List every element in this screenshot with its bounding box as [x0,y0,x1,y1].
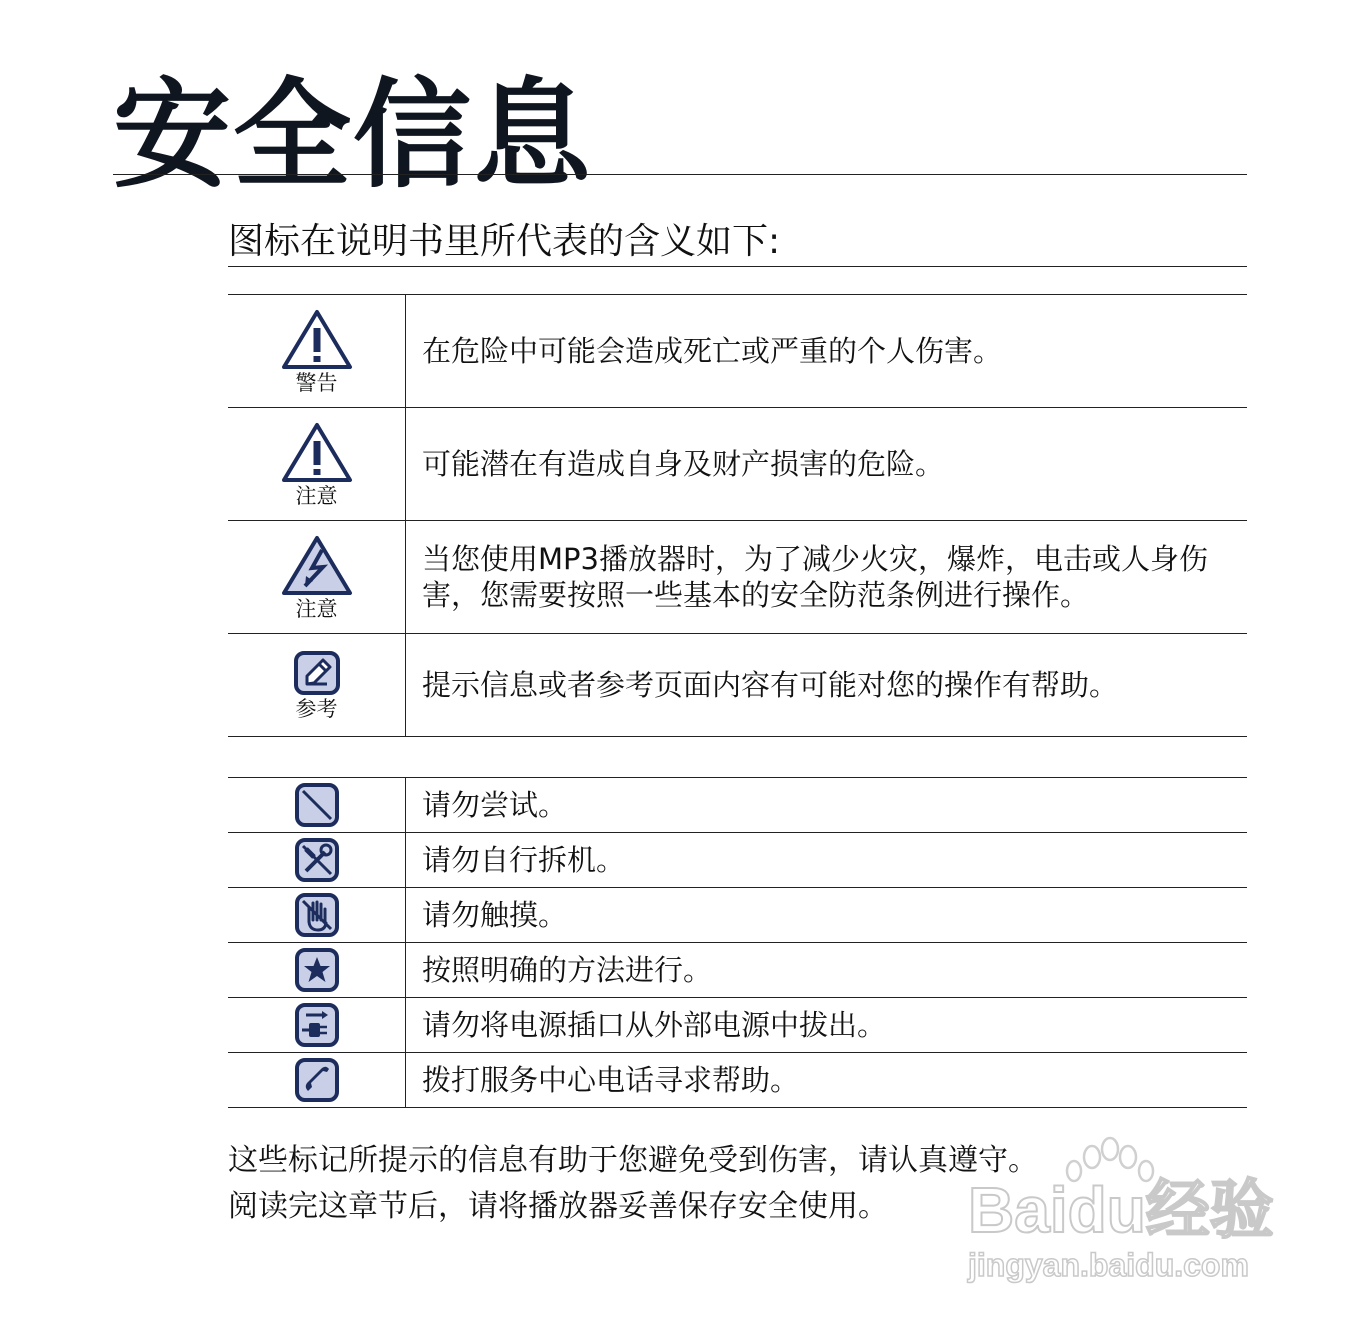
warning-triangle-icon [281,308,353,370]
description-text: 在危险中可能会造成死亡或严重的个人伤害。 [422,334,1003,368]
unplug-icon [294,1002,340,1048]
icon-cell [228,998,406,1052]
warning-legend-table [228,294,1247,737]
star-icon [294,947,340,993]
description-text: 提示信息或者参考页面内容有可能对您的操作有帮助。 [422,668,1119,702]
no-touch-icon [294,892,340,938]
phone-icon [294,1057,340,1103]
baidu-watermark [960,1135,1290,1295]
table-row [228,1053,1247,1108]
table-row [228,408,1247,521]
icon-cell [228,295,406,407]
electric-shock-icon [281,534,353,596]
description-text: 请勿自行拆机。 [422,843,626,877]
table-row [228,888,1247,943]
table-row [228,833,1247,888]
description-text: 可能潜在有造成自身及财产损害的危险。 [422,447,945,481]
footer-line: 阅读完这章节后，请将播放器妥善保存安全使用。 [228,1189,888,1224]
icon-cell [228,833,406,887]
description-text: 请勿尝试。 [422,788,568,822]
footer-line: 这些标记所提示的信息有助于您避免受到伤害，请认真遵守。 [228,1143,1038,1178]
page-title: 安全信息 [113,66,594,204]
section-subtitle: 图标在说明书里所代表的含义如下: [228,221,781,262]
table-row [228,295,1247,408]
icon-cell [228,943,406,997]
table-row [228,943,1247,998]
caution-triangle-icon [281,421,353,483]
prohibited-icon [294,782,340,828]
icon-cell [228,778,406,832]
description-text: 当您使用MP3播放器时，为了减少火灾，爆炸，电击或人身伤害，您需要按照一些基本的安全防范条例进行操作。 [422,542,1208,612]
icon-label: 注意 [295,597,338,621]
watermark-logo-text: Baidu经验 [968,1174,1274,1246]
note-pencil-icon [293,650,341,696]
icon-cell [228,521,406,633]
subtitle-divider [228,266,1247,267]
no-disassembly-icon [294,837,340,883]
description-text: 按照明确的方法进行。 [422,953,713,987]
watermark-url: jingyan.baidu.com [968,1247,1249,1283]
symbol-legend-table [228,777,1247,1108]
table-row [228,634,1247,737]
icon-cell [228,1053,406,1107]
description-text: 请勿将电源插口从外部电源中拔出。 [422,1008,887,1042]
icon-label: 警告 [295,371,338,395]
icon-cell [228,888,406,942]
title-divider [113,174,1247,175]
icon-label: 参考 [295,697,338,721]
table-row [228,778,1247,833]
icon-cell [228,408,406,520]
table-row [228,521,1247,634]
icon-label: 注意 [295,484,338,508]
footer-note [228,1138,1038,1230]
description-text: 请勿触摸。 [422,898,568,932]
icon-cell [228,634,406,736]
table-row [228,998,1247,1053]
description-text: 拨打服务中心电话寻求帮助。 [422,1063,800,1097]
